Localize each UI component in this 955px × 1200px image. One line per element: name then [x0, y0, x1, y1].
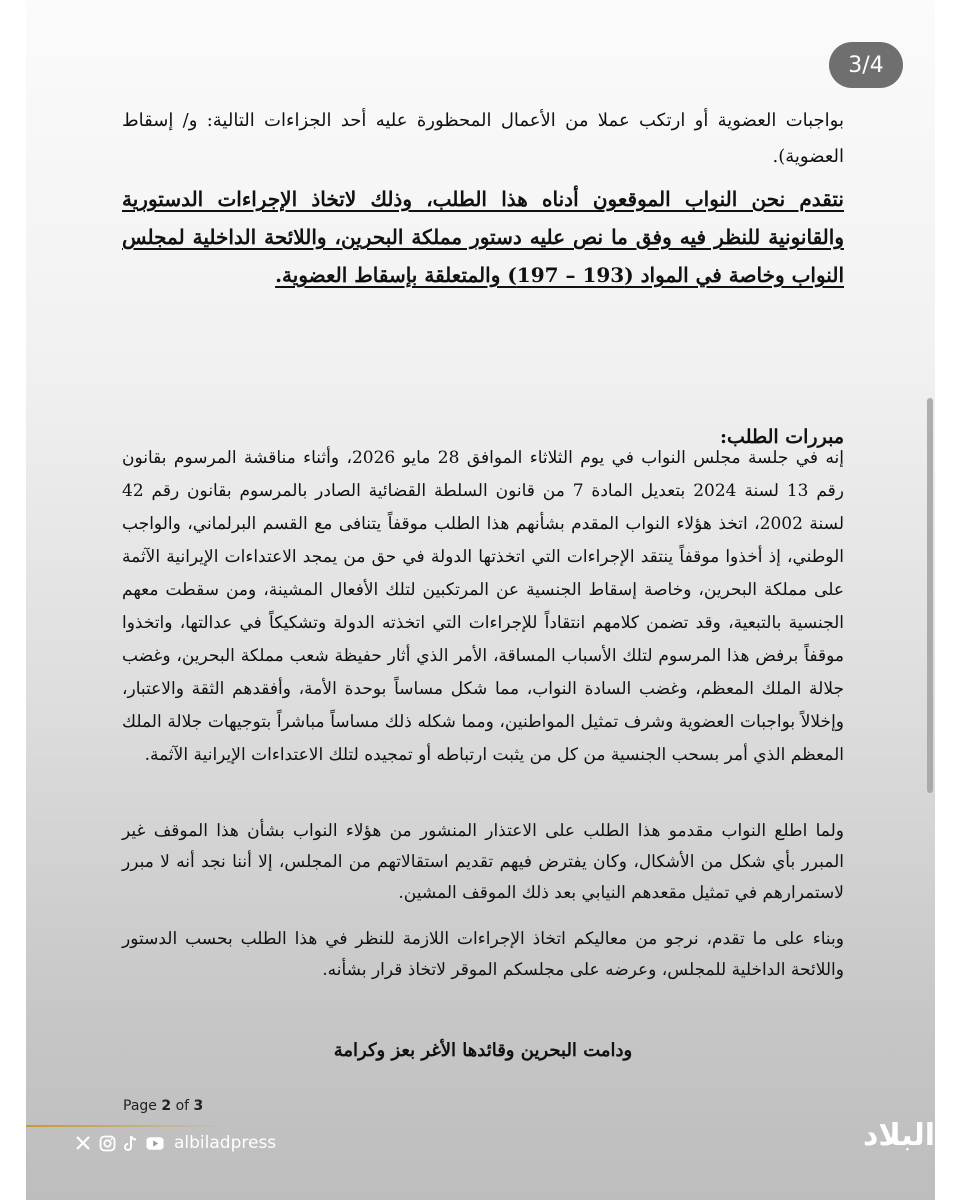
paragraph-membership-penalty: بواجبات العضوية أو ارتكب عملا من الأعمال المحظورة عليه أحد الجزاءات التالية: و/ إسقاط العضوية).: [122, 110, 844, 167]
scrollbar[interactable]: [927, 398, 933, 793]
page-counter-badge: 3/4: [829, 42, 903, 88]
paragraph-apology: ولما اطلع النواب مقدمو هذا الطلب على الاعتذار المنشور من هؤلاء النواب بشأن هذا الموقف غير المبرر بأي شكل من الأشكال، وكان يفترض فيهم تقديم استقالاتهم من المجلس، إلا أننا نجد أنه لا مبرر لاستمرارهم في تمثيل مقعدهم النيابي بعد ذلك الموقف المشين.: [122, 821, 844, 903]
paragraph-request-statement: نتقدم نحن النواب الموقعون أدناه هذا الطلب، وذلك لاتخاذ الإجراءات الدستورية والقانونية للنظر فيه وفق ما نص عليه دستور مملكة البحرين، واللائحة الداخلية لمجلس النواب وخاصة في المواد (193 – 197) والمتعلقة بإسقاط العضوية.: [122, 187, 844, 287]
x-icon[interactable]: [74, 1134, 92, 1152]
instagram-icon[interactable]: [98, 1134, 116, 1152]
page-current: 2: [161, 1098, 172, 1114]
page-total: 3: [193, 1098, 204, 1114]
social-links: [74, 1133, 276, 1153]
youtube-icon[interactable]: [146, 1134, 164, 1152]
page-label: Page: [123, 1098, 157, 1114]
accent-line: [26, 1125, 226, 1127]
document-page: [26, 0, 935, 1200]
page-number: [123, 1098, 203, 1114]
paragraph-conclusion: وبناء على ما تقدم، نرجو من معاليكم اتخاذ الإجراءات اللازمة للنظر في هذا الطلب بحسب الدستور واللائحة الداخلية للمجلس، وعرضه على مجلسكم الموقر لاتخاذ قرار بشأنه.: [122, 929, 844, 980]
albilad-logo: البلاد: [863, 1118, 935, 1153]
heading-justifications: مبررات الطلب:: [720, 426, 844, 448]
tiktok-icon[interactable]: [122, 1134, 140, 1152]
closing-line: ودامت البحرين وقائدها الأغر بعز وكرامة: [333, 1040, 633, 1061]
page-of: of: [175, 1098, 190, 1114]
paragraph-session-details: إنه في جلسة مجلس النواب في يوم الثلاثاء الموافق 28 مايو 2026، وأثناء مناقشة المرسوم بقانون رقم 13 لسنة 2024 بتعديل المادة 7 من قانون السلطة القضائية الصادر بالمرسوم بقانون رقم 42 لسنة 2002، اتخذ هؤلاء النواب المقدم بشأنهم هذا الطلب موقفاً يتنافى مع القسم البرلماني، والواجب الوطني، إذ أخذوا موقفاً ينتقد الإجراءات التي اتخذتها الدولة في حق من يمجد الاعتداءات الإيرانية الآثمة على مملكة البحرين، وخاصة إسقاط الجنسية عن المرتكبين لتلك الأفعال المشينة، ومن سقطت معهم الجنسية بالتبعية، وقد تضمن كلامهم انتقاداً للإجراءات التي اتخذته الدولة وتشكيكاً في عدالتها، واتخذوا موقفاً برفض هذا المرسوم لتلك الأسباب المساقة، الأمر الذي أثار حفيظة شعب مملكة البحرين، وغضب جلالة الملك المعظم، وغضب السادة النواب، مما شكل مساساً بوحدة الأمة، وأفقدهم الثقة والاعتبار، وإخلالاً بواجبات العضوية وشرف تمثيل المواطنين، ومما شكله ذلك مساساً مباشراً بتوجيهات جلالة الملك المعظم الذي أمر بسحب الجنسية من كل من يثبت ارتباطه أو تمجيده لتلك الاعتداءات الإيرانية الآثمة.: [122, 448, 845, 765]
social-handle[interactable]: albiladpress: [174, 1133, 277, 1153]
